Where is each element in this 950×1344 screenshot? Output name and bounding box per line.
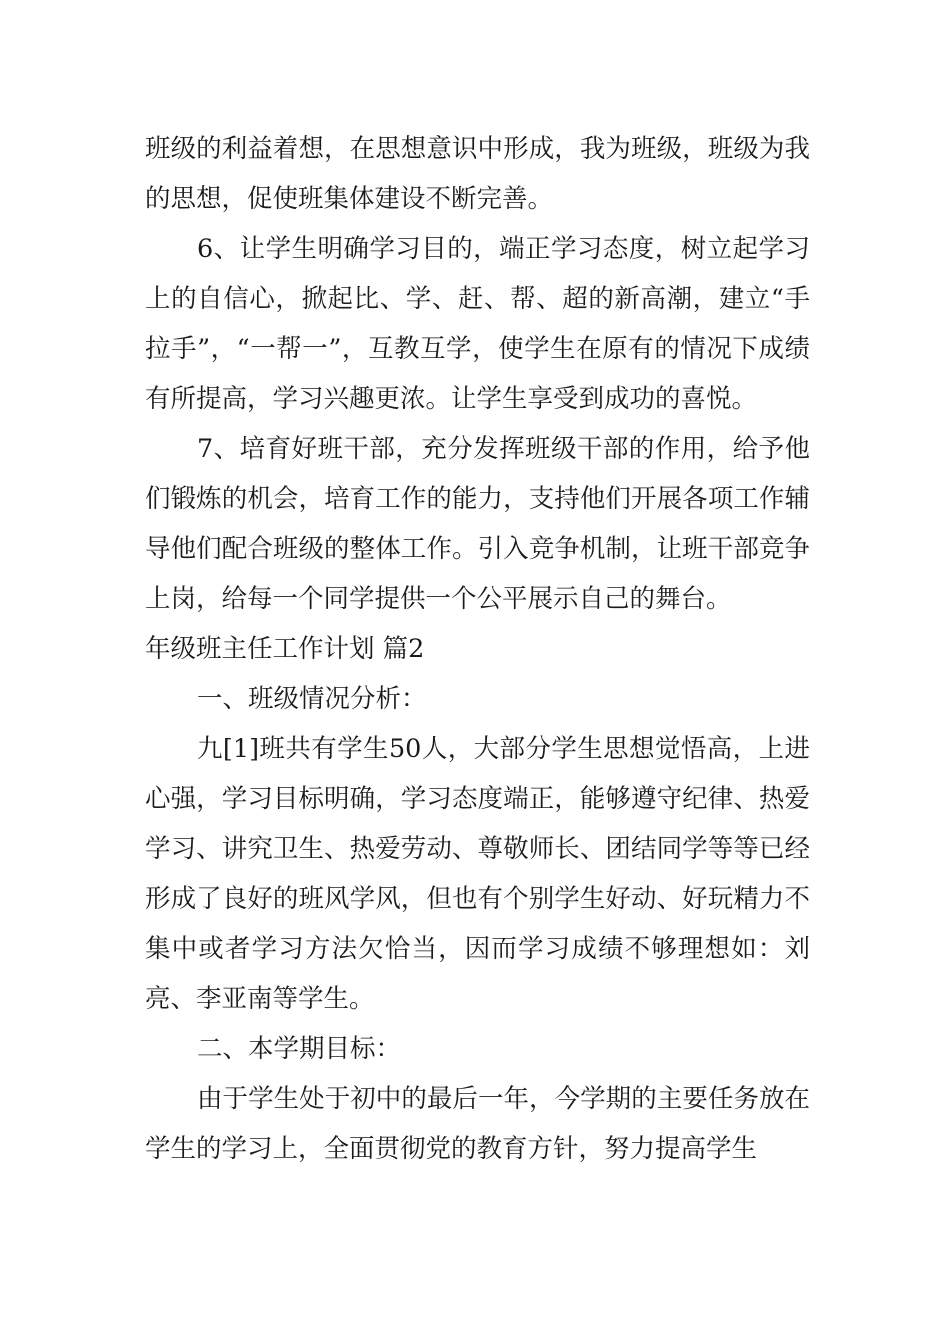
paragraph-5: 由于学生处于初中的最后一年，今学期的主要任务放在学生的学习上，全面贯彻党的教育方针，努力提高学生 [145, 1084, 810, 1164]
section-heading-2: 二、本学期目标： [197, 1034, 402, 1064]
paragraph-3: 7、培育好班干部，充分发挥班级干部的作用，给予他们锻炼的机会，培育工作的能力，支持他们开展各项工作辅导他们配合班级的整体工作。引入竞争机制，让班干部竞争上岗，给每一个同学提供一个公平展示自己的舞台。 [145, 434, 810, 614]
document-body [145, 124, 810, 1174]
paragraph-4: 九[1]班共有学生50人，大部分学生思想觉悟高，上进心强，学习目标明确，学习态度端正，能够遵守纪律、热爱学习、讲究卫生、热爱劳动、尊敬师长、团结同学等等已经形成了良好的班风学风，但也有个别学生好动、好玩精力不集中或者学习方法欠恰当，因而学习成绩不够理想如：刘亮、李亚南等学生。 [145, 734, 810, 1014]
section-title: 年级班主任工作计划 篇2 [145, 634, 425, 664]
paragraph-1: 班级的利益着想，在思想意识中形成，我为班级，班级为我的思想，促使班集体建设不断完善。 [145, 134, 810, 214]
section-heading-1: 一、班级情况分析： [197, 684, 427, 714]
paragraph-2: 6、让学生明确学习目的，端正学习态度，树立起学习上的自信心，掀起比、学、赶、帮、超的新高潮，建立“手拉手”，“一帮一”，互教互学，使学生在原有的情况下成绩有所提高，学习兴趣更浓。让学生享受到成功的喜悦。 [145, 234, 810, 414]
